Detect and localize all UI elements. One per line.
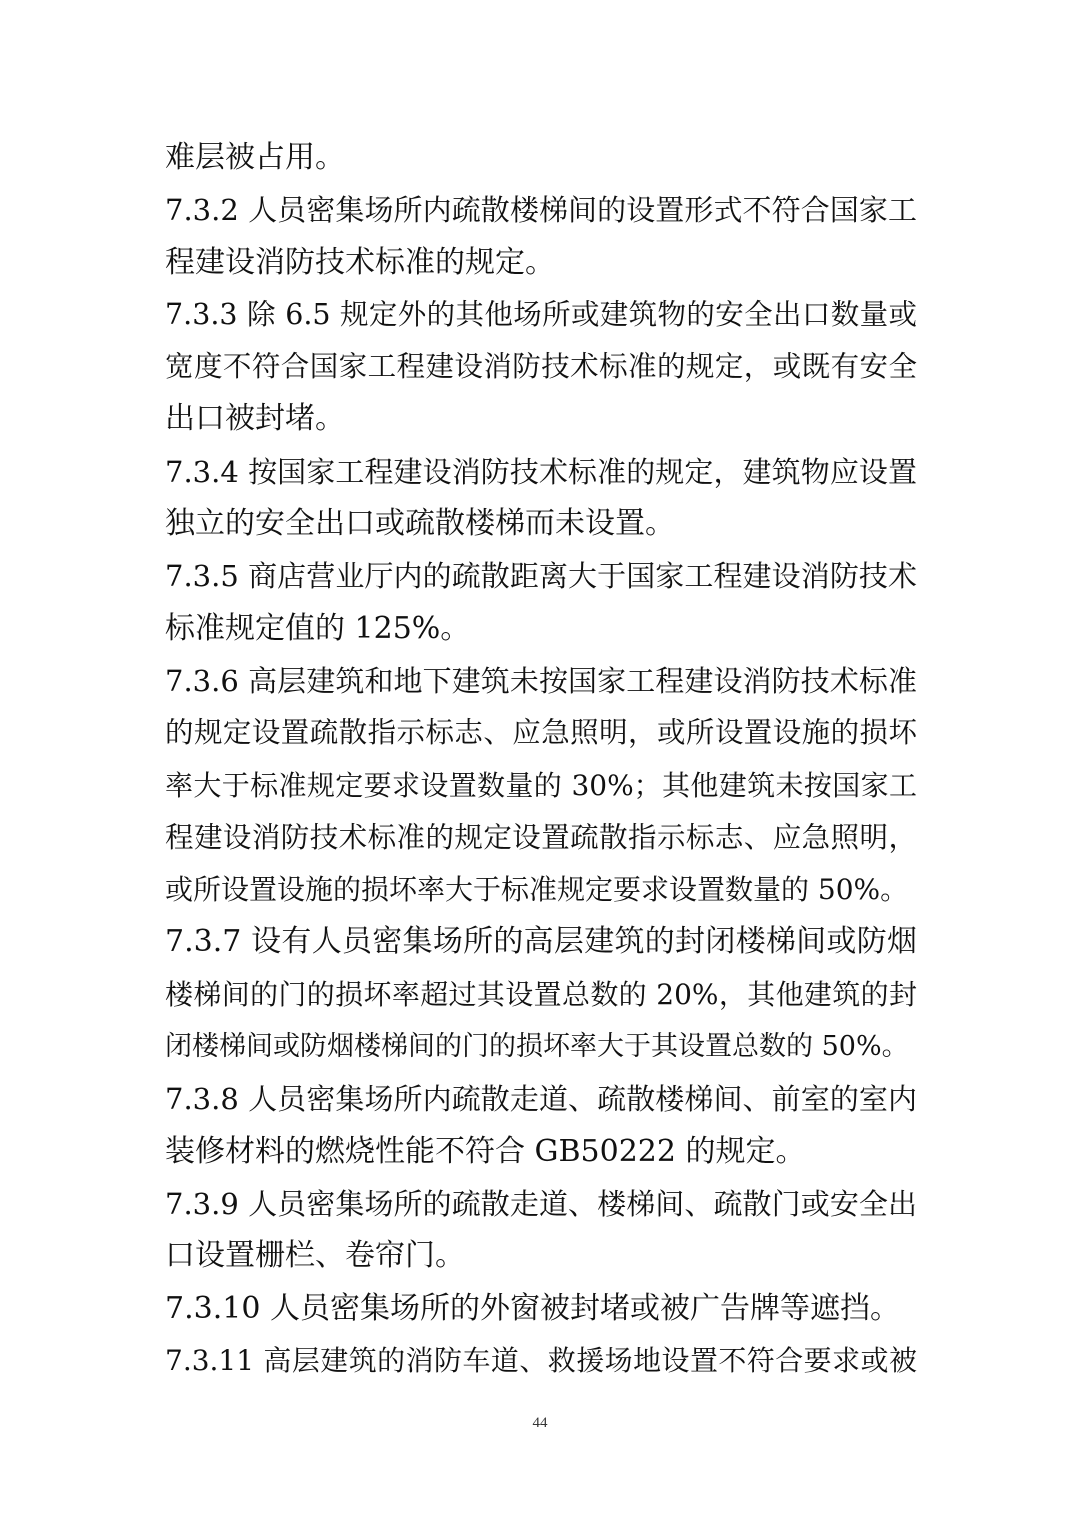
text-line: 标准规定值的 125%。 bbox=[165, 610, 471, 646]
text-line: 程建设消防技术标准的规定设置疏散指示标志、应急照明， bbox=[165, 820, 917, 854]
text-line: 7.3.2 人员密集场所内疏散楼梯间的设置形式不符合国家工 bbox=[165, 193, 917, 228]
text-line: 7.3.8 人员密集场所内疏散走道、疏散楼梯间、前室的室内 bbox=[165, 1082, 917, 1117]
text-line: 闭楼梯间或防烟楼梯间的门的损坏率大于其设置总数的 50%。 bbox=[165, 1031, 909, 1063]
text-line: 率大于标准规定要求设置数量的 30%；其他建筑未按国家工 bbox=[165, 768, 917, 802]
text-line: 7.3.4 按国家工程建设消防技术标准的规定，建筑物应设置 bbox=[165, 454, 917, 489]
text-line: 装修材料的燃烧性能不符合 GB50222 的规定。 bbox=[165, 1133, 806, 1169]
page-number: 44 bbox=[532, 1415, 548, 1431]
text-line: 7.3.6 高层建筑和地下建筑未按国家工程建设消防技术标准 bbox=[165, 663, 917, 698]
text-line: 程建设消防技术标准的规定。 bbox=[165, 244, 555, 280]
text-line: 楼梯间的门的损坏率超过其设置总数的 20%，其他建筑的封 bbox=[165, 977, 917, 1011]
text-line: 难层被占用。 bbox=[165, 140, 345, 175]
text-line: 的规定设置疏散指示标志、应急照明，或所设置设施的损坏 bbox=[165, 716, 917, 750]
body-text bbox=[165, 132, 917, 1387]
text-line: 7.3.5 商店营业厅内的疏散距离大于国家工程建设消防技术 bbox=[165, 559, 917, 594]
text-line: 或所设置设施的损坏率大于标准规定要求设置数量的 50%。 bbox=[165, 873, 909, 907]
text-line: 独立的安全出口或疏散楼梯而未设置。 bbox=[165, 506, 675, 542]
text-line: 7.3.7 设有人员密集场所的高层建筑的封闭楼梯间或防烟 bbox=[165, 924, 917, 960]
text-line: 7.3.3 除 6.5 规定外的其他场所或建筑物的安全出口数量或 bbox=[165, 297, 917, 331]
text-line: 7.3.10 人员密集场所的外窗被封堵或被广告牌等遮挡。 bbox=[165, 1290, 900, 1326]
text-line: 口设置栅栏、卷帘门。 bbox=[165, 1238, 465, 1274]
text-line: 出口被封堵。 bbox=[165, 401, 345, 437]
text-line: 7.3.11 高层建筑的消防车道、救援场地设置不符合要求或被 bbox=[165, 1343, 917, 1377]
text-line: 7.3.9 人员密集场所的疏散走道、楼梯间、疏散门或安全出 bbox=[165, 1186, 917, 1221]
text-line: 宽度不符合国家工程建设消防技术标准的规定，或既有安全 bbox=[165, 350, 917, 384]
